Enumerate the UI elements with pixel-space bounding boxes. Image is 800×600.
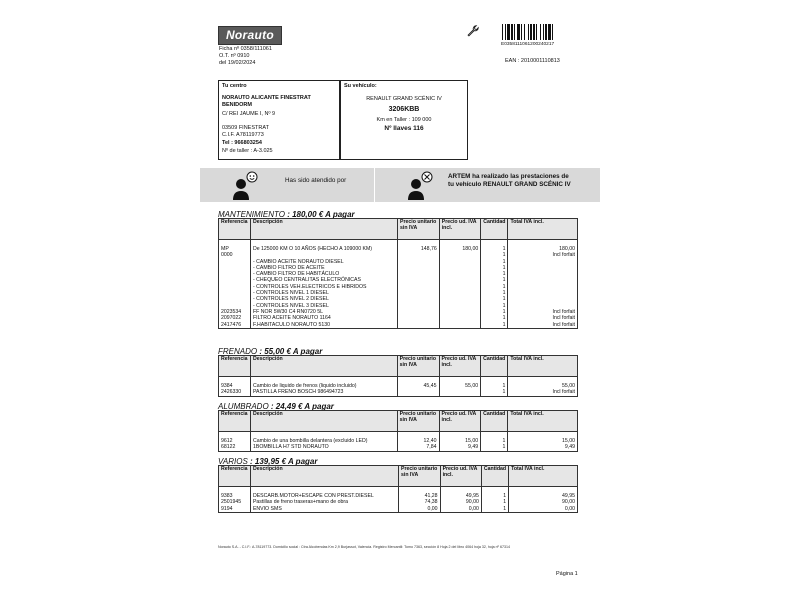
column-header-pu_sin: Precio unitario sin IVA <box>397 356 439 377</box>
cell-q: 1 <box>481 493 508 499</box>
cell-ref: 0000 <box>219 252 251 258</box>
column-header-desc: Descripción <box>250 411 397 432</box>
cell-desc: - CAMBIO FILTRO DE HABITÁCULO <box>250 271 397 277</box>
table-header-row <box>219 411 578 432</box>
barcode-bar <box>521 24 522 40</box>
cell-desc: FILTRO ACEITE NORAUTO 1164 <box>250 315 397 321</box>
centro-name-1: NORAUTO ALICANTE FINESTRAT <box>222 95 311 101</box>
cell-q: 1 <box>481 438 508 444</box>
barcode-text: E0358111061200240217 <box>501 42 555 47</box>
cell-pi: 90,00 <box>440 499 481 505</box>
cell-t: 90,00 <box>509 499 578 505</box>
cell-ref: 68122 <box>219 444 251 451</box>
column-header-cant: Cantidad <box>481 219 508 240</box>
cell-pi: 49,95 <box>440 493 481 499</box>
cell-desc: - CAMBIO ACEITE NORAUTO DIESEL <box>250 259 397 265</box>
table-row <box>219 444 578 451</box>
cell-desc: 1BOMBILLA H7 STD NORAUTO <box>250 444 397 451</box>
barcode-bar <box>543 24 544 40</box>
column-header-pu_sin: Precio unitario sin IVA <box>399 466 441 487</box>
cell-desc: - CAMBIO FILTRO DE ACEITE <box>250 265 397 271</box>
cell-q: 1 <box>481 290 508 296</box>
cell-pi <box>439 322 481 329</box>
barcode-bar <box>548 24 551 40</box>
cell-pu: 74,38 <box>399 499 441 505</box>
column-header-total: Total IVA incl. <box>508 411 578 432</box>
column-header-desc: Descripción <box>250 219 397 240</box>
column-header-pu_sin: Precio unitario sin IVA <box>397 411 439 432</box>
cell-pi: 0,00 <box>440 506 481 513</box>
barcode-bar <box>536 24 537 40</box>
cell-ref: 2097022 <box>219 315 251 321</box>
barcode-bar <box>533 24 535 40</box>
cell-t: 180,00 <box>508 246 578 252</box>
barcode-bar <box>505 24 506 40</box>
cell-pu: 7,84 <box>397 444 439 451</box>
barcode-bar <box>552 24 553 40</box>
vehiculo-model: RENAULT GRAND SCÉNIC IV <box>366 96 442 102</box>
cell-q: 1 <box>481 506 508 513</box>
cell-pu: 41,28 <box>399 493 441 499</box>
column-header-ref: Referencia <box>219 411 251 432</box>
cell-q: 1 <box>481 444 508 451</box>
column-header-pu_inc: Precio ud. IVA incl. <box>439 356 481 377</box>
mechanic-person-icon <box>405 170 435 200</box>
vehiculo-llaves: Nº llaves 116 <box>384 125 424 132</box>
column-header-total: Total IVA incl. <box>508 219 578 240</box>
centro-cif: C.I.F. A78119773 <box>222 132 264 138</box>
cell-pu: 45,45 <box>397 383 439 389</box>
cell-t: 15,00 <box>508 438 578 444</box>
table-alumbrado <box>218 410 578 452</box>
cell-pi: 9,49 <box>439 444 481 451</box>
section-title-mantenimiento: MANTENIMIENTO : 180,00 € A pagar <box>218 210 355 219</box>
table-row <box>219 506 578 513</box>
column-header-cant: Cantidad <box>481 411 508 432</box>
norauto-logo: Norauto <box>218 26 282 45</box>
cell-desc: Pastillas de freno traseras+mano de obra <box>250 499 398 505</box>
centro-name-2: BENIDORM <box>222 102 252 108</box>
column-header-total: Total IVA incl. <box>508 356 578 377</box>
section-title-frenado: FRENADO : 55,00 € A pagar <box>218 347 323 356</box>
table-mantenimiento <box>218 218 578 329</box>
cell-pi: 180,00 <box>439 246 481 252</box>
attended-by-label: Has sido atendido por <box>285 177 347 184</box>
column-header-cant: Cantidad <box>481 356 508 377</box>
cell-ref: 9194 <box>219 506 251 513</box>
cell-q: 1 <box>481 265 508 271</box>
cell-desc: Cambio de una bombilla delantera (excluido LED) <box>250 438 397 444</box>
cell-q: 1 <box>481 383 508 389</box>
section-title-varios: VARIOS : 139,95 € A pagar <box>218 457 318 466</box>
centro-city: 03509 FINESTRAT <box>222 125 269 131</box>
cell-desc: De 125000 KM O 10 AÑOS (HECHO A 109000 KM) <box>250 246 397 252</box>
cell-q: 1 <box>481 252 508 258</box>
vehiculo-plate: 3206KBB <box>388 106 420 113</box>
cell-pu: 148,76 <box>398 246 440 252</box>
column-header-ref: Referencia <box>219 219 251 240</box>
cell-ref: 9384 <box>219 383 251 389</box>
cell-t: Incl forfait <box>508 322 578 329</box>
barcode-bar <box>545 24 547 40</box>
document-date: del 19/02/2024 <box>219 60 256 66</box>
cell-desc: Cambio de liquido de frenos (liquido incluido) <box>250 383 397 389</box>
barcode-bar <box>540 24 541 40</box>
cell-pu: 0,00 <box>399 506 441 513</box>
cell-desc: FF NOR 5W30 C4 RN0720 5L <box>250 309 397 315</box>
cell-t: Incl forfait <box>508 315 578 321</box>
ean-code: EAN : 2010001110813 <box>505 58 560 64</box>
cell-q: 1 <box>481 271 508 277</box>
cell-ref: 9383 <box>219 493 251 499</box>
barcode-bar <box>507 24 510 40</box>
table-frenado <box>218 355 578 397</box>
cell-pu <box>397 389 439 396</box>
cell-ref: 2501945 <box>219 499 251 505</box>
cell-desc: DESCARB.MOTOR+ESCAPE CON PREST.DIESEL <box>250 493 398 499</box>
centro-box <box>218 80 340 160</box>
page-number: Página 1 <box>556 571 578 577</box>
column-header-cant: Cantidad <box>481 466 508 487</box>
cell-q: 1 <box>481 296 508 302</box>
barcode-bar <box>502 24 503 40</box>
cell-desc: - CONTROLES NIVEL 1 DIESEL <box>250 290 397 296</box>
cell-pi: 15,00 <box>439 438 481 444</box>
cell-q: 1 <box>481 389 508 396</box>
cell-ref: MP <box>219 246 251 252</box>
column-header-pu_sin: Precio unitario sin IVA <box>398 219 440 240</box>
column-header-pu_inc: Precio ud. IVA incl. <box>440 466 481 487</box>
advisor-person-icon <box>230 170 260 200</box>
column-header-desc: Descripción <box>250 356 397 377</box>
cell-desc: - CHEQUEO CENTRALITAS ELECTRÓNICAS <box>250 277 397 283</box>
barcode-bar <box>511 24 513 40</box>
cell-t: 9,49 <box>508 444 578 451</box>
cell-desc: ENVIO SMS <box>250 506 398 513</box>
table-header-row <box>219 466 578 487</box>
table-header-row <box>219 219 578 240</box>
cell-t: 55,00 <box>508 383 578 389</box>
table-row <box>219 389 578 396</box>
cell-t: 0,00 <box>509 506 578 513</box>
cell-pu <box>398 322 440 329</box>
legal-footer: Norauto S.A. - C.I.F.: A-78119773. Domicilio social : Ctra Alcobendas Km 2,9 Burjassot, Valencia. Registro Mercantil: Tomo 7363, sección 8 Hoja 2 del libro 4064 hoja 32, hoja nº 67314 <box>218 545 510 549</box>
cell-t: Incl forfait <box>508 252 578 258</box>
cell-ref: 2023534 <box>219 309 251 315</box>
ficha-number: Ficha nº 0358/111061 <box>219 46 272 52</box>
vehiculo-heading: Su vehículo: <box>344 83 377 89</box>
performed-by-line-1: ARTEM ha realizado las prestaciones de <box>448 173 569 180</box>
cell-t: Incl forfait <box>508 389 578 396</box>
centro-tel: Tel : 966803254 <box>222 140 262 146</box>
column-header-ref: Referencia <box>219 466 251 487</box>
column-header-pu_inc: Precio ud. IVA incl. <box>439 219 481 240</box>
section-title-alumbrado: ALUMBRADO : 24,49 € A pagar <box>218 402 334 411</box>
cell-q: 1 <box>481 246 508 252</box>
cell-desc: - CONTROLES VEH.ELECTRICOS E HIBRIDOS <box>250 284 397 290</box>
cell-q: 1 <box>481 315 508 321</box>
barcode-bar <box>517 24 520 40</box>
centro-address: C/ REI JAUME I, Nº 9 <box>222 111 276 117</box>
table-varios <box>218 465 578 513</box>
cell-pi: 55,00 <box>439 383 481 389</box>
cell-ref: 2417476 <box>219 322 251 329</box>
cell-q: 1 <box>481 277 508 283</box>
column-header-total: Total IVA incl. <box>509 466 578 487</box>
attended-banner <box>200 168 600 202</box>
performed-by-line-2: tu vehículo RENAULT GRAND SCÉNIC IV <box>448 181 571 188</box>
cell-q: 1 <box>481 259 508 265</box>
banner-divider <box>374 168 375 202</box>
cell-desc: PASTILLA FRENO BOSCH 986494723 <box>250 389 397 396</box>
barcode-bar <box>530 24 532 40</box>
vehiculo-box <box>340 80 468 160</box>
cell-q: 1 <box>481 303 508 309</box>
cell-q: 1 <box>481 284 508 290</box>
barcode-bar <box>524 24 525 40</box>
cell-q: 1 <box>481 499 508 505</box>
column-header-ref: Referencia <box>219 356 251 377</box>
table-header-row <box>219 356 578 377</box>
barcode-bar <box>514 24 515 40</box>
ot-number: O.T. nº 0910 <box>219 53 250 59</box>
centro-taller: Nº de taller : A-3.025 <box>222 148 273 154</box>
cell-desc: - CONTROLES NIVEL 3 DIESEL <box>250 303 397 309</box>
cell-q: 1 <box>481 322 508 329</box>
cell-ref: 2426330 <box>219 389 251 396</box>
cell-q: 1 <box>481 309 508 315</box>
vehiculo-km: Km en Taller : 109 000 <box>376 117 432 123</box>
cell-t: 49,95 <box>509 493 578 499</box>
cell-pu: 12,40 <box>397 438 439 444</box>
barcode <box>502 24 566 40</box>
wrench-icon <box>466 24 480 38</box>
cell-pi <box>439 389 481 396</box>
centro-heading: Tu centro <box>222 83 247 89</box>
column-header-pu_inc: Precio ud. IVA incl. <box>439 411 481 432</box>
cell-desc: F.HABITACULO NORAUTO 5130 <box>250 322 397 329</box>
barcode-bar <box>528 24 529 40</box>
table-row <box>219 322 578 329</box>
cell-desc: - CONTROLES NIVEL 2 DIESEL <box>250 296 397 302</box>
column-header-desc: Descripción <box>250 466 398 487</box>
cell-ref: 9612 <box>219 438 251 444</box>
cell-t: Incl forfait <box>508 309 578 315</box>
